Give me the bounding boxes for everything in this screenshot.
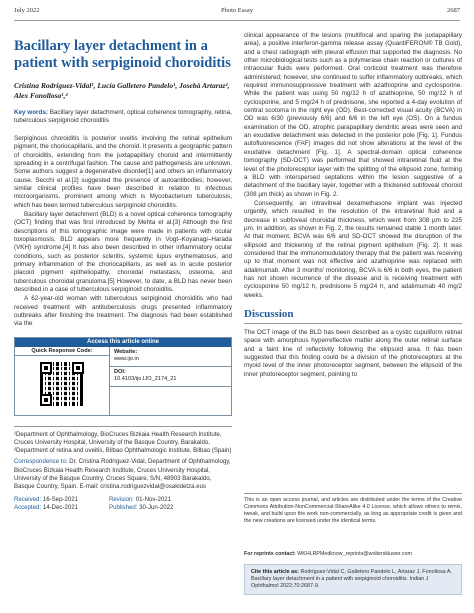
website-row <box>110 347 231 367</box>
body-paragraph: Bacillary layer detachment (BLD) is a novel optical coherence tomography (OCT) finding that was first introduced by Mehta et al.[3] Although the first descriptions of this tomographic image were made in patients with ocular toxoplasmosis, BLD appears more frequently in Vogt–Koyanagi–Harada (VKH) syndrome.[4] It has also been described in other inflammatory ocular conditions, such as posterior scleritis, systemic lupus erythematosus, and primary inflammation of the choriocapillaris, as well as in acute posterior placoid pigment epitheliopathy, choroidal metastasis, osteoma, and tuberculous choroidal granuloma.[5] However, to date, a BLD has never been described in a case of tuberculous serpiginoid choroiditis. <box>14 210 232 293</box>
published-label: Published: <box>109 504 138 512</box>
body-paragraph: A 62-year-old woman with tuberculous serpiginoid choroiditis who had received treatment with antituberculosis drugs presented inflammatory outbreaks after finishing the treatment. The diagnosis had been established via the <box>14 295 232 328</box>
affiliations-block <box>14 426 232 491</box>
header-divider <box>14 20 460 21</box>
left-column <box>14 38 232 513</box>
author-list: Cristina Rodríguez-Vidal¹, Lucía Galletero Pandelo¹, Josebà Artaraz², Alex Fonollosa¹,² <box>14 81 230 100</box>
correspondence-text: Dr. Cristina Rodríguez-Vidal, Department of Ophthalmology, BioCruces Bizkaia Health Research Institute, Cruces University Hospital, University of the Basque Country, Cruces Square, S/N, 48903 Barakaldo, Basque Country, Spain. E-mail: cristina.rodriguezvidal@osakidetza.eus <box>14 458 231 490</box>
header-page-number: 2687 <box>447 7 460 14</box>
received-date: 16-Sep-2021 <box>42 496 79 504</box>
reprints-label: For reprints contact: <box>244 551 296 557</box>
correspondence-label: Correspondence to: <box>14 458 68 466</box>
correspondence <box>14 458 232 491</box>
keywords-text: Bacillary layer detachment, optical coherence tomography, retina, tuberculous serpiginoid choroiditis <box>14 109 232 125</box>
reprints-contact <box>244 551 462 558</box>
access-box-header: Access this article online <box>15 338 231 347</box>
doi-label: DOI: <box>114 368 126 375</box>
revision-label: Revision: <box>109 496 135 504</box>
affiliations-text: ¹Department of Ophthalmology, BioCruces Bizkaia Health Research Institute, Cruces University Hospital, University of the Basque Country, Barakaldo, ²Department of retina and uveitis, Bilbao Ophthalmologic Institute, Bilbao (Spain) <box>14 430 232 455</box>
qr-code-label: Quick Response Code: <box>15 347 109 356</box>
discussion-paragraph: The OCT image of the BLD has been described as a cystic cupuliform retinal space with amorphous hyperreflective matter along the outer retinal surface and a faint line of reflectivity following the ellipsoid area. It has been suggested that this finding could be a division of the photoreceptors at the myoid level of the inner photoreceptor segment, between the ellipsoid of the inner photoreceptor segment, pointing to <box>244 329 462 378</box>
article-dates <box>14 496 232 512</box>
right-column <box>244 32 462 379</box>
received-label: Received: <box>14 496 42 504</box>
doi-link[interactable]: 10.4103/ijo.IJO_2174_21 <box>114 376 177 383</box>
discussion-heading: Discussion <box>244 308 462 324</box>
qr-code-icon[interactable] <box>40 362 84 406</box>
body-paragraph: Serpiginous choroiditis is posterior uveitis involving the retinal epithelium pigment, the choriocapillaris, and the choroid. It presents a geographic pattern of choroiditis, extending from the juxtapapillary choroid and intermittently spreading in a centrifugal fashion. The cause and pathogenesis are unknown. Some authors suggest a degenerative disorder[1] and others an inflammatory cause. Secchi et al.[2] suggested the presence of autoantibodies; however, similar clinical profiles have been described in relation to infectious microorganisms, prominent among which is Mycobacterium tuberculosis, which has been termed tuberculous serpiginoid choroiditis. <box>14 134 232 209</box>
website-label: Website: <box>114 348 138 355</box>
keywords <box>14 109 232 126</box>
license-notice: This is an open access journal, and articles are distributed under the terms of the Creative Commons Attribution-NonCommercial-ShareAlike 4.0 License, which allows others to remix, tweak, and build upon the work non-commercially, as long as appropriate credit is given and the new creations are licensed under the identical terms. <box>244 493 462 525</box>
running-header <box>14 7 460 18</box>
website-link[interactable]: www.ijo.in <box>114 356 139 363</box>
citation-label: Cite this article as: <box>251 569 299 575</box>
reprints-email[interactable]: WKHLRPMedknow_reprints@wolterskluwer.com <box>297 551 412 557</box>
article-title: Bacillary layer detachment in a patient with serpiginoid choroiditis <box>14 38 231 71</box>
access-online-box <box>14 337 232 416</box>
doi-row <box>110 367 231 387</box>
accepted-date: 14-Dec-2021 <box>42 504 79 512</box>
body-paragraph: Consequently, an intravitreal dexamethasone implant was injected urgently, which resulted in the resolution of the intraretinal fluid and a decrease in subfoveal choroidal thickness, which went from 308 µm to 225 µm. In addition, as shown in Fig. 2, the results remained stable 1 month later. At that moment, BCVA was 6/6 and SD-OCT showed the disruption of the ellipsoid and thickening of the retinal pigment epithelium [Fig. 2]. It was considered that the immunomodulatory therapy that the patient was receiving up to that moment was not effective and azathioprine was replaced with adalimumab. After 3 months' monitoring, BCVA is 6/6 in both eyes, the patient has not shown recurrence of the disease and is receiving treatment with cyclosporine 50 mg/12 h, prednisone 5 mg/24 h, and adalimumab 40 mg/2 weeks. <box>244 199 462 299</box>
revision-date: 01-Nov-2021 <box>135 496 171 504</box>
citation-box <box>244 564 462 595</box>
published-date: 30-Jun-2022 <box>139 504 174 512</box>
citation-text: Rodríguez-Vidal C, Galletero Pandelo L, Artaraz J, Fonollosa A. Bacillary layer detachment in a patient with serpiginoid choroiditis. Indian J Ophthalmol 2022;70:2687-9. <box>251 569 452 589</box>
body-paragraph: clinical appearance of the lesions (multifocal and sparing the juxtapapillary area), a positive interferon-gamma release assay (QuantiFERON® TB Gold), and a chest radiograph with pleural effusion that supported the diagnosis. No other microbiological tests such as a polymerase chain reaction or cultures of intraocular fluids were performed. Oral corticoid treatment was therefore administered; however, she continued to suffer inflammatory outbreaks, which required immunosuppressive treatment with azathioprine and cyclosporine. While the patient was using 50 mg/12 h of azathioprine, 50 mg/12 h of cyclosporine, and 5 mg/24 h of prednisone, she reported a 4-day evolution of central scotoma in the right eye (OD). Best-corrected visual acuity (BCVA) in OD was 6/30 (previously 6/6) and 6/6 in the left eye (OS). On a fundus examination of the OD, atrophic parapapillary dendritic areas were seen and an exudative detachment was detected in the posterior pole [Fig. 1]. Fundus autofluorescence (FAF) images did not show alterations at the level of the exudative detachment [Fig. 1]. A spectral-domain optical coherence tomography (SD-OCT) was performed that showed intraretinal fluid at the level of the photoreceptor layer with the splitting of the ellipsoid zone, forming a BLD with interspersed septations within the lesion suggestive of a detachment of the bacillary layer, together with a thickened subfoveal choroid (308 µm thick) as shown in Fig. 2. <box>244 32 462 198</box>
keywords-label: Key words: <box>14 109 48 116</box>
accepted-label: Accepted: <box>14 504 42 512</box>
header-section: Photo Essay <box>221 7 253 14</box>
empty-row <box>110 387 231 407</box>
header-date: July 2022 <box>14 7 40 14</box>
